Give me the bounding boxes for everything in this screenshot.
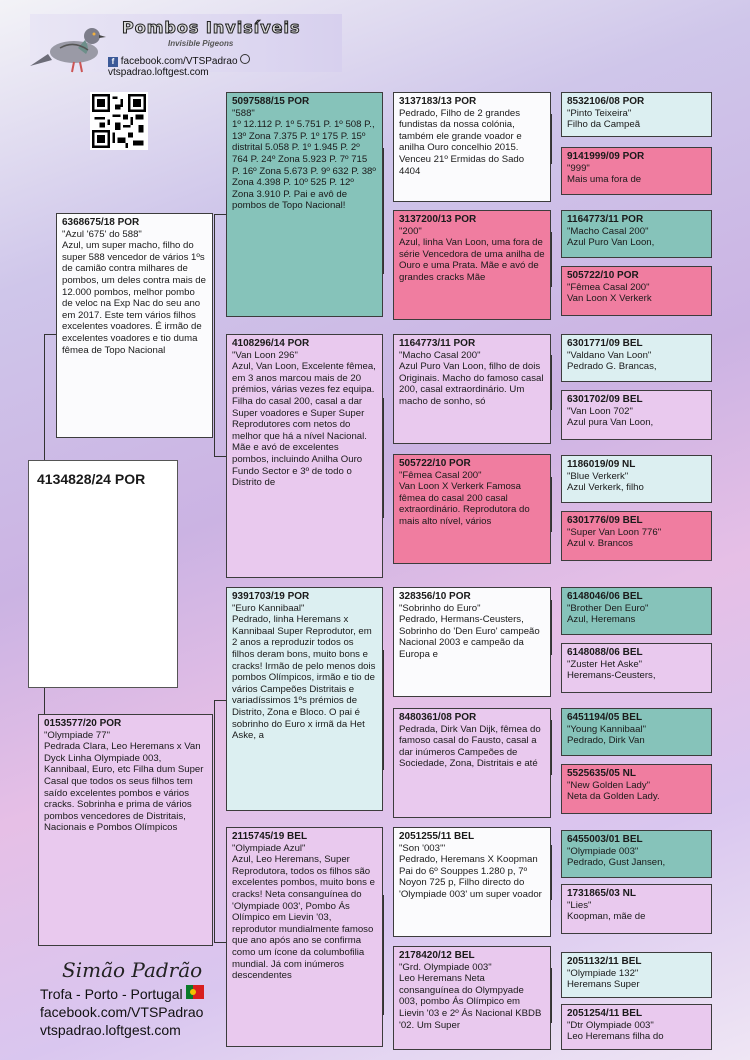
connector-line: [214, 456, 226, 457]
pigeon-description: 1º 12.112 P. 1º 5.751 P. 1º 508 P., 13º Zona 7.375 P. 1º 175 P. 15º distrital 5.058 P. 1º 1.945 P. 2º 764 P. 24º Zona 5.923 P. 7º 715 P. 16º Zona 5.673 P. 9º 632 P. 38º Zona 4.398 P. 10º 525 P. 12º Zona 3.910 P. Pai e avô de pombos de Topo Nacional!: [232, 119, 376, 212]
connector-line: [214, 700, 226, 701]
ring-number: 2051254/11 BEL: [567, 1008, 643, 1019]
ring-number: 328356/10 POR: [399, 591, 471, 602]
pigeon-description: Pedrado, Filho de 2 grandes fundistas da nossa colónia, também ele grande voador e anilha Ouro concelhio 2015. Venceu 21º Ermidas do Sado 4404: [399, 107, 525, 177]
pigeon-description: Van Loon X Verkerk: [567, 293, 652, 305]
connector-line: [383, 148, 384, 274]
pigeon-description: Pedrado, Hermans-Ceusters, Sobrinho do 'Den Euro' campeão Nacional 2003 e campeão da Europa e: [399, 614, 540, 660]
pigeon-description: Pedrado, Heremans X Koopman Pai do 6º Souppes 1.280 p, 7º Noyon 725 p, Filho directo do 'Olympiade 003' um super voador: [399, 854, 542, 900]
ring-number: 4108296/14 POR: [232, 338, 310, 349]
ring-number: 505722/10 POR: [567, 270, 639, 281]
ring-number: 6368675/18 POR: [62, 217, 140, 228]
pigeon-name: "Son '003'": [399, 842, 446, 854]
great-grandparent-box[interactable]: [393, 92, 551, 202]
logo-title: Pombos Invisíveis: [122, 18, 301, 37]
pigeon-description: Azul, linha Van Loon, uma fora de série Vencedora de uma anilha de Ouro e uma Prata. Mãe e avó de grandes cracks Mãe: [399, 237, 545, 283]
ring-number: 1164773/11 POR: [399, 338, 476, 349]
ring-number: 2115745/19 BEL: [232, 831, 308, 842]
pigeon-description: Azul, Heremans: [567, 614, 636, 626]
grandparent-box[interactable]: [226, 827, 383, 1047]
ggg-box[interactable]: [561, 147, 712, 195]
pigeon-description: Azul, Leo Heremans, Super Reprodutora, todos os filhos são excelentes pombos, muito bons e cracks! Neta consanguínea do 'Olympiade 003', Pombo Ás Olímpico em Lievin '03, reprodutor mundialmente famoso que ano após ano se confirma como um ícone da columbofilia mundial. Já com inúmeros descendentes: [232, 854, 375, 982]
ggg-box[interactable]: [561, 587, 712, 635]
ring-number: 6148088/06 BEL: [567, 647, 643, 658]
ring-number: 505722/10 POR: [399, 458, 471, 469]
pigeon-name: "Van Loon 702": [567, 405, 633, 417]
connector-line: [551, 114, 552, 164]
ggg-box[interactable]: [561, 390, 712, 440]
pigeon-description: Azul Verkerk, filho: [567, 482, 644, 494]
ring-number: 8480361/08 POR: [399, 712, 477, 723]
pigeon-name: "Macho Casal 200": [567, 225, 649, 237]
sire-box[interactable]: [56, 213, 213, 438]
connector-line: [551, 232, 552, 287]
pigeon-name: "Lies": [567, 899, 592, 911]
great-grandparent-box[interactable]: [393, 454, 551, 564]
ring-number: 5525635/05 NL: [567, 768, 636, 779]
qr-code[interactable]: [90, 92, 148, 150]
ring-number: 2051132/11 BEL: [567, 956, 642, 967]
pigeon-description: Heremans-Ceusters,: [567, 670, 656, 682]
ggg-box[interactable]: [561, 266, 712, 316]
ggg-box[interactable]: [561, 830, 712, 878]
ggg-box[interactable]: [561, 334, 712, 382]
pigeon-description: Koopman, mãe de: [567, 911, 646, 923]
pigeon-description: Filho da Campeã: [567, 119, 641, 131]
connector-line: [214, 214, 215, 456]
connector-line: [551, 355, 552, 410]
connector-line: [383, 398, 384, 518]
ring-number: 6301771/09 BEL: [567, 338, 643, 349]
ggg-box[interactable]: [561, 884, 712, 934]
pigeon-description: Neta da Golden Lady.: [567, 791, 660, 803]
pigeon-description: Azul Puro Van Loon,: [567, 237, 655, 249]
ring-number: 6451194/05 BEL: [567, 712, 643, 723]
ggg-box[interactable]: [561, 210, 712, 258]
pigeon-name: "Dtr Olympiade 003": [567, 1019, 654, 1031]
pigeon-description: Heremans Super: [567, 979, 640, 991]
pigeon-description: Pedrado, Gust Jansen,: [567, 857, 666, 869]
ring-number: 0153577/20 POR: [44, 718, 122, 729]
pigeon-description: Pedrada Clara, Leo Heremans x Van Dyck Linha Olympiade 003, Kannibaal, Euro, etc Filha dum Super Casal que todos os seus filhos tem saído excelentes pombos e vários cracks. Sobrinha e prima de vários pombos vencedores de Distritais, Nacionais e Pombos Olímpicos: [44, 741, 204, 834]
ring-number: 3137183/13 POR: [399, 96, 477, 107]
footer-facebook[interactable]: facebook.com/VTSPadrao: [40, 1004, 204, 1020]
grandparent-box[interactable]: [226, 92, 383, 317]
great-grandparent-box[interactable]: [393, 210, 551, 320]
pigeon-description: Pedrado, Dirk Van: [567, 735, 645, 747]
facebook-icon: f: [108, 57, 118, 67]
connector-line: [551, 845, 552, 900]
pigeon-name: "Blue Verkerk": [567, 470, 629, 482]
great-grandparent-box[interactable]: [393, 334, 551, 444]
pigeon-name: "Valdano Van Loon": [567, 349, 652, 361]
connector-line: [551, 477, 552, 532]
pigeon-description: Pedrado G. Brancas,: [567, 361, 657, 373]
subject-ring: 4134828/24 POR: [37, 471, 146, 487]
web-icon: [240, 54, 250, 64]
pigeon-name: "Van Loon 296": [232, 349, 298, 361]
ring-number: 2051255/11 BEL: [399, 831, 475, 842]
connector-line: [551, 720, 552, 775]
great-grandparent-box[interactable]: [393, 827, 551, 937]
pigeon-name: "Olympiade 003": [567, 845, 639, 857]
pigeon-description: Azul v. Brancos: [567, 538, 633, 550]
pigeon-name: "Sobrinho do Euro": [399, 602, 481, 614]
pigeon-name: "New Golden Lady": [567, 779, 651, 791]
subject-box[interactable]: [28, 460, 178, 688]
pigeon-name: "Olympiade Azul": [232, 842, 306, 854]
ring-number: 1731865/03 NL: [567, 888, 636, 899]
pigeon-description: Azul Puro Van Loon, filho de dois Originais. Macho do famoso casal 200, casal extraordinário. Um macho de sonho, só: [399, 361, 544, 407]
ggg-box[interactable]: [561, 643, 712, 693]
pigeon-description: Azul, um super macho, filho do super 588 vencedor de vários 1ºs de camião contra milhares de pombos, um deles contra mais de 12.000 pombos, melhor pombo de veloc na Exp Nac do seu ano em 2017. Este tem vários filhos excelentes voadores. É irmão de excelentes voadores e tio duma fêmea de Topo Nacional: [62, 240, 206, 356]
portugal-flag-icon: [186, 985, 204, 999]
connector-line: [44, 334, 45, 461]
connector-line: [551, 968, 552, 1023]
pigeon-name: "Azul '675' do 588": [62, 228, 142, 240]
ring-number: 2178420/12 BEL: [399, 950, 475, 961]
pigeon-name: "Grd. Olympiade 003": [399, 961, 492, 973]
logo-subtitle: Invisible Pigeons: [168, 39, 234, 48]
pigeon-description: Azul pura Van Loon,: [567, 417, 654, 429]
ggg-box[interactable]: [561, 455, 712, 503]
pigeon-name: "588": [232, 107, 255, 119]
ggg-box[interactable]: [561, 92, 712, 137]
ring-number: 6301702/09 BEL: [567, 394, 643, 405]
pigeon-icon: [30, 14, 108, 76]
ring-number: 9141999/09 POR: [567, 151, 645, 162]
pigeon-description: Pedrado, linha Heremans x Kannibaal Super Reprodutor, em 2 anos a reproduzir todos os filhos deram bons, muito bons e cracks! Irmão de pelo menos dois pombos Olímpicos, irmão e tio de vários Campeões Distritais e variadíssimos 1ºs prémios de Distrito, Zona e Bloco. O pai é sobrinho do Euro x irmã da Het Aske, a: [232, 614, 376, 742]
pigeon-name: "Zuster Het Aske": [567, 658, 643, 670]
ring-number: 5097588/15 POR: [232, 96, 310, 107]
ring-number: 1164773/11 POR: [567, 214, 644, 225]
pigeon-description: Azul, Van Loon, Excelente fêmea, em 3 anos marcou mais de 20 prémios, várias vezes fez equipa. Filha do casal 200, casal a dar Super voadores e Super Super Reprodutores com netos do melhor que há a nível Nacional. Mãe e avó de excelentes pombos, incluindo Anilha Ouro Fundo Sector e 3º de todo o Distrito de: [232, 361, 376, 489]
pigeon-description: Pedrada, Dirk Van Dijk, fêmea do famoso casal do Fausto, casal a dar inúmeros Campeões de Sociedade, Zona, Distritais e até: [399, 723, 541, 770]
ring-number: 6301776/09 BEL: [567, 515, 643, 526]
ggg-box[interactable]: [561, 764, 712, 814]
pigeon-name: "Euro Kannibaal": [232, 602, 305, 614]
great-grandparent-box[interactable]: [393, 587, 551, 697]
pigeon-name: "Fêmea Casal 200": [567, 281, 650, 293]
pigeon-name: "200": [399, 225, 422, 237]
pigeon-name: "Pinto Teixeira": [567, 107, 632, 119]
pigeon-name: "Olympiade 132": [567, 967, 639, 979]
connector-line: [383, 895, 384, 1015]
footer-site[interactable]: vtspadrao.loftgest.com: [40, 1022, 181, 1038]
logo-banner: [30, 14, 342, 78]
ring-number: 1186019/09 NL: [567, 459, 636, 470]
connector-line: [214, 214, 226, 215]
pigeon-description: Leo Heremans filha do: [567, 1031, 664, 1043]
great-grandparent-box[interactable]: [393, 708, 551, 818]
connector-line: [551, 600, 552, 655]
header-site[interactable]: vtspadrao.loftgest.com: [108, 67, 209, 78]
pigeon-name: "999": [567, 162, 590, 174]
pigeon-description: Leo Heremans Neta consanguínea do Olympyade 003, pombo Ás Olímpico em Lievin '03 e 2º Ás Nacional KBDB '02. Um Super: [399, 973, 542, 1031]
ggg-box[interactable]: [561, 952, 712, 998]
pigeon-name: "Young Kannibaal": [567, 723, 647, 735]
great-grandparent-box[interactable]: [393, 946, 551, 1050]
pigeon-description: Mais uma fora de: [567, 174, 642, 186]
logo-links: [108, 54, 342, 78]
connector-line: [44, 334, 56, 335]
ring-number: 9391703/19 POR: [232, 591, 310, 602]
connector-line: [383, 650, 384, 770]
pigeon-description: Van Loon X Verkerk Famosa fêmea do casal 200 casal extraordinário. Reprodutora do mais alto nível, vários: [399, 481, 530, 527]
ring-number: 6455003/01 BEL: [567, 834, 643, 845]
connector-line: [214, 942, 226, 943]
pigeon-name: "Olympiade 77": [44, 729, 111, 741]
ggg-box[interactable]: [561, 708, 712, 756]
pigeon-name: "Super Van Loon 776": [567, 526, 662, 538]
pigeon-name: "Brother Den Euro": [567, 602, 649, 614]
ggg-box[interactable]: [561, 511, 712, 561]
ring-number: 8532106/08 POR: [567, 96, 645, 107]
pigeon-name: "Fêmea Casal 200": [399, 469, 482, 481]
footer-location: Trofa - Porto - Portugal: [40, 986, 183, 1002]
pigeon-name: "Macho Casal 200": [399, 349, 481, 361]
dam-box[interactable]: [38, 714, 213, 946]
grandparent-box[interactable]: [226, 587, 383, 811]
grandparent-box[interactable]: [226, 334, 383, 578]
ring-number: 3137200/13 POR: [399, 214, 477, 225]
header-facebook[interactable]: facebook.com/VTSPadrao: [120, 56, 238, 67]
signature: Simão Padrão: [62, 958, 203, 982]
ring-number: 6148046/06 BEL: [567, 591, 643, 602]
connector-line: [214, 700, 215, 942]
ggg-box[interactable]: [561, 1004, 712, 1050]
